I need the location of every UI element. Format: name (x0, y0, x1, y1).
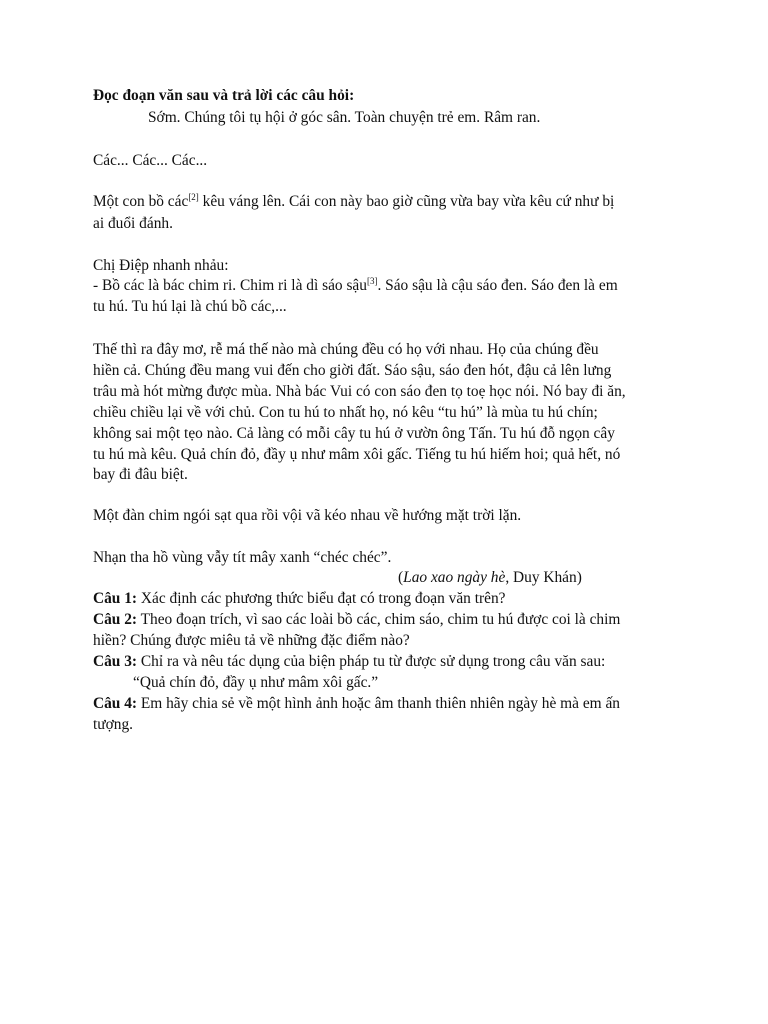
citation-text: ( (398, 569, 404, 586)
footnote-marker: [3] (366, 276, 378, 286)
passage-paragraph-6: Một đàn chim ngói sạt qua rồi vội vã kéo nhau về hướng mặt trời lặn. (93, 507, 522, 524)
passage-paragraph-4-line-3: tu hú. Tu hú lại là chú bồ các,... (93, 298, 287, 315)
passage-paragraph-5-line: chiều chiều lại về với chủ. Con tu hú to nhất họ, nó kêu “tu hú” là mùa tu hú chín; (93, 404, 598, 421)
passage-paragraph-5-line: hiền cả. Chúng đều mang vui đến cho giời đất. Sáo sậu, sáo đen hót, đậu cả lên lưng (93, 362, 612, 379)
passage-paragraph-3-line-1 (93, 192, 614, 212)
question-3-quote: “Quả chín đỏ, đầy ụ như mâm xôi gấc.” (133, 674, 379, 691)
citation-text: , Duy Khán) (505, 569, 582, 586)
question-text: Theo đoạn trích, vì sao các loài bồ các, chim sáo, chim tu hú được coi là chim (137, 611, 621, 628)
passage-paragraph-5-line: Thế thì ra đây mơ, rễ má thế nào mà chúng đều có họ với nhau. Họ của chúng đều (93, 341, 599, 358)
passage-paragraph-3-line-2: ai đuổi đánh. (93, 215, 173, 232)
passage-text: - Bồ các là bác chim ri. Chim ri là dì sáo sậu (93, 277, 367, 294)
passage-text: Một con bồ các (93, 193, 189, 210)
question-label: Câu 2: (93, 611, 138, 628)
question-2 (93, 610, 620, 630)
question-label: Câu 4: (93, 695, 138, 712)
passage-paragraph-5-line: bay đi đâu biệt. (93, 466, 188, 483)
question-label: Câu 3: (93, 653, 138, 670)
passage-paragraph-5-line: không sai một tẹo nào. Cả làng có mỗi cây tu hú ở vườn ông Tấn. Tu hú đỗ ngọn cây (93, 425, 615, 442)
question-1 (93, 589, 505, 609)
question-4 (93, 694, 620, 714)
heading: Đọc đoạn văn sau và trả lời các câu hỏi: (93, 87, 355, 104)
question-label: Câu 1: (93, 590, 138, 607)
question-3 (93, 652, 605, 672)
passage-paragraph-4-line-1: Chị Điệp nhanh nhảu: (93, 257, 229, 274)
source-citation (398, 568, 582, 588)
passage-paragraph-5-line: trâu mà hót mừng được mùa. Nhà bác Vui có con sáo đen tọ toẹ học nói. Nó bay đi ăn, (93, 383, 626, 400)
citation-title: Lao xao ngày hè (403, 569, 506, 586)
passage-text: . Sáo sậu là cậu sáo đen. Sáo đen là em (377, 277, 618, 294)
passage-paragraph-2: Các... Các... Các... (93, 152, 208, 169)
question-4-line-2: tượng. (93, 716, 133, 733)
passage-paragraph-1: Sớm. Chúng tôi tụ hội ở góc sân. Toàn chuyện trẻ em. Râm ran. (148, 109, 541, 126)
question-text: Xác định các phương thức biểu đạt có trong đoạn văn trên? (137, 590, 506, 607)
passage-paragraph-7: Nhạn tha hồ vùng vẫy tít mây xanh “chéc chéc”. (93, 549, 392, 566)
question-text: Em hãy chia sẻ về một hình ảnh hoặc âm thanh thiên nhiên ngày hè mà em ấn (137, 695, 620, 712)
question-2-line-2: hiền? Chúng được miêu tả về những đặc điểm nào? (93, 632, 410, 649)
passage-paragraph-4-line-2 (93, 276, 618, 296)
footnote-marker: [2] (188, 192, 199, 202)
passage-paragraph-5-line: tu hú mà kêu. Quả chín đỏ, đầy ụ như mâm xôi gấc. Tiếng tu hú hiếm hoi; quả hết, nó (93, 446, 621, 463)
passage-text: kêu váng lên. Cái con này bao giờ cũng vừa bay vừa kêu cứ như bị (198, 193, 615, 210)
question-text: Chỉ ra và nêu tác dụng của biện pháp tu từ được sử dụng trong câu văn sau: (137, 653, 606, 670)
